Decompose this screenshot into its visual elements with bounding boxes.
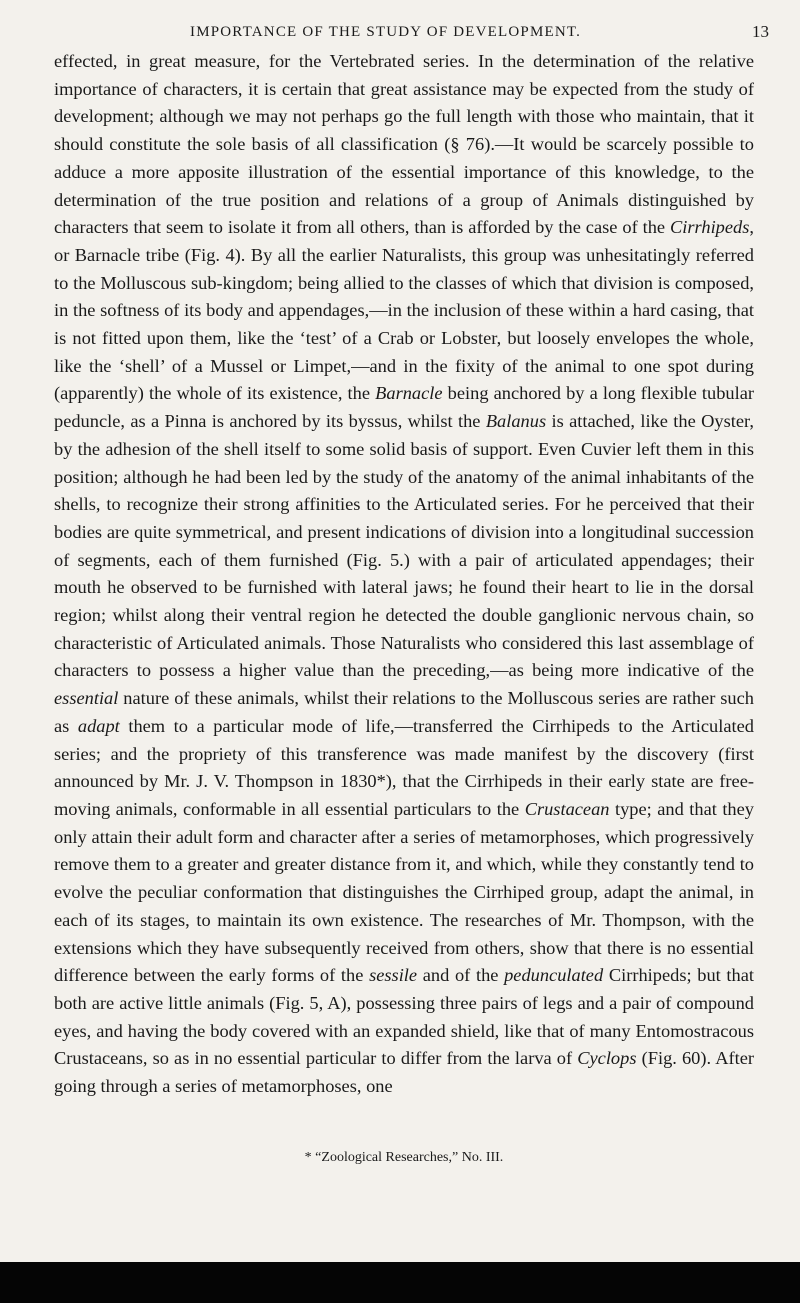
text-segment: being anchored by a long flexible tubular peduncle, as a Pinna is anchored by its byssus, whilst the bbox=[54, 383, 754, 432]
text-segment: , or Barnacle tribe (Fig. 4). By all the earlier Naturalists, this group was unhesitatingly referred to the Molluscous sub-kingdom; being allied to the classes of which that division is composed, in the softness of its body and appendages,—in the inclusion of these within a hard casing, that is not fitted upon them, like the ‘test’ of a Crab or Lobster, but loosely envelopes the whole, like the ‘shell’ of a Mussel or Limpet,—and in the fixity of the animal to one spot during (apparently) the whole of its existence, the bbox=[54, 217, 754, 404]
italic-term: adapt bbox=[77, 715, 120, 736]
italic-term: Crustacean bbox=[524, 798, 610, 819]
text-segment: nature of these animals, whilst their relations to the Molluscous series are rather such as bbox=[54, 688, 754, 736]
text-segment: type; and that they only attain their adult form and character after a series of metamorphoses, which progressively remove them to a greater and greater distance from it, and which, while they constantly tend to evolve the peculiar conformation that distinguishes the Cirrhiped group, adapt the animal, in each of its stages, to maintain its own existence. The researches of Mr. Thompson, with the extensions which they have subsequently received from others, show that there is no essential difference between the early forms of the bbox=[54, 798, 754, 986]
running-head: IMPORTANCE OF THE STUDY OF DEVELOPMENT. bbox=[190, 24, 582, 40]
page-number: 13 bbox=[752, 22, 769, 41]
italic-term: Cirrhipeds bbox=[670, 217, 750, 238]
text-segment: is attached, like the Oyster, by the adhesion of the shell itself to some solid basis of support. Even Cuvier left them in this position; although he had been led by the study of the anatomy of the animal inhabitants of the shells, to recognize their strong affinities to the Articulated series. For he perceived that their bodies are quite symmetrical, and present indications of division into a longitudinal succession of segments, each of them furnished (Fig. 5.) with a pair of articulated appendages; their mouth he observed to be furnished with lateral jaws; he found their heart to lie in the dorsal region; whilst along their ventral region he detected the double ganglionic nervous chain, so characteristic of Articulated animals. Those Naturalists who considered this last assemblage of characters to possess a higher value than the preceding,—as being more indicative of the bbox=[54, 411, 754, 681]
italic-term: essential bbox=[54, 688, 119, 709]
text-segment: and of the bbox=[417, 965, 505, 986]
italic-term: Cyclops bbox=[577, 1048, 637, 1069]
text-segment: effected, in great measure, for the Vertebrated series. In the determination of the relative importance of characters, it is certain that great assistance may be expected from the study of development; although we may not perhaps go the full length with those who maintain, that it should constitute the sole basis of all classification (§ 76).—It would be scarcely possible to adduce a more apposite illustration of the essential importance of this knowledge, to the determination of the true position and relations of a group of Animals distinguished by characters that seem to isolate it from all others, than is afforded by the case of the bbox=[54, 51, 754, 238]
text-segment: (Fig. 60). After going through a series of metamorphoses, one bbox=[54, 1048, 754, 1097]
body-text bbox=[54, 48, 754, 1101]
scan-edge-bar bbox=[0, 1262, 800, 1303]
italic-term: sessile bbox=[369, 965, 418, 986]
text-segment: Cirrhipeds; but that both are active little animals (Fig. 5, A), possessing three pairs of legs and a pair of compound eyes, and having the body covered with an expanded shield, like that of many Entomostracous Crustaceans, so as in no essential particular to differ from the larva of bbox=[54, 965, 755, 1069]
italic-term: pedunculated bbox=[504, 965, 604, 986]
italic-term: Barnacle bbox=[375, 383, 443, 404]
italic-term: Balanus bbox=[485, 411, 547, 432]
footnote: * “Zoological Researches,” No. III. bbox=[304, 1150, 504, 1165]
main-paragraph bbox=[54, 48, 754, 1101]
text-segment: them to a particular mode of life,—transferred the Cirrhipeds to the Articulated series; and the propriety of this transference was made manifest by the discovery (first announced by Mr. J. V. Thompson in 1830*), that the Cirrhipeds in their early state are free-moving animals, conformable in all essential particulars to the bbox=[54, 715, 754, 819]
